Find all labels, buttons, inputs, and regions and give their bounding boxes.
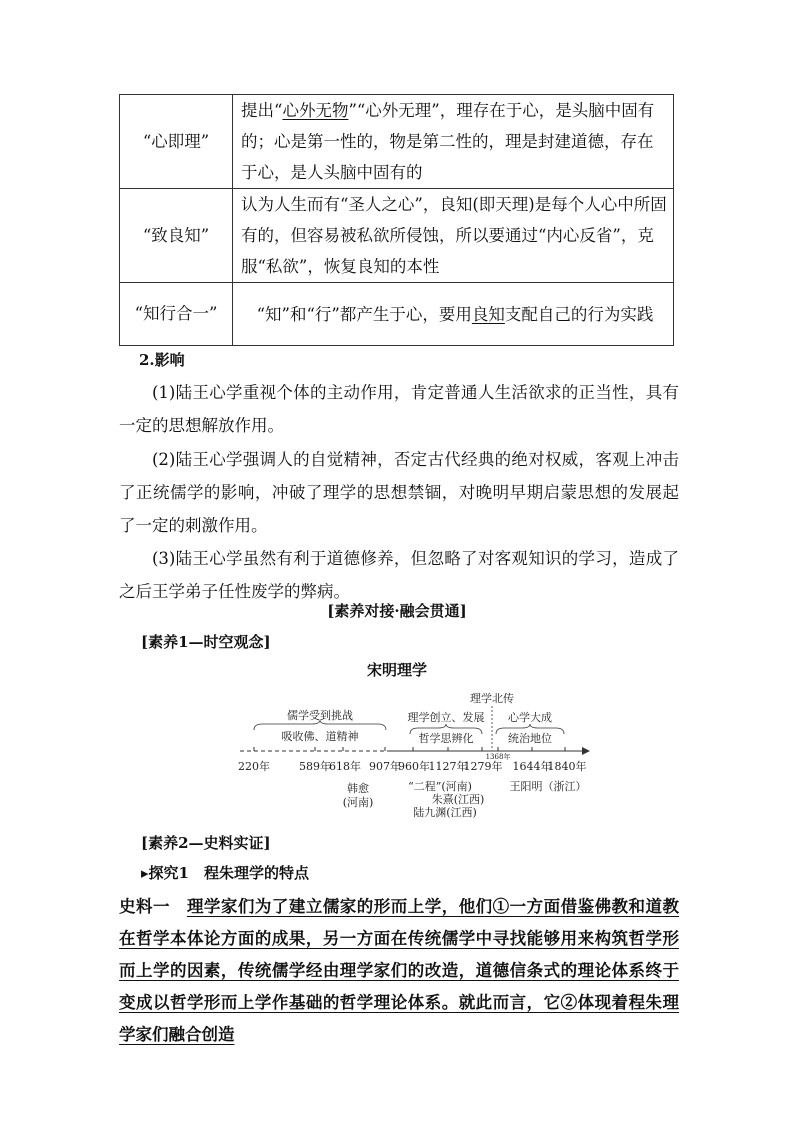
inquiry-heading: ▸探究1 程朱理学的特点	[141, 864, 309, 882]
timeline-arrow	[582, 747, 590, 755]
timeline-ticks	[254, 747, 565, 751]
wangyangming: 王阳明（浙江）	[509, 780, 587, 793]
challenge-brace	[254, 720, 386, 730]
year-label: 907年	[369, 760, 401, 773]
influence-paragraph-2: (2)陆王心学强调人的自觉精神，否定古代经典的绝对权威，客观上冲击了正统儒学的影响，冲破了理学的思想禁锢，对晚明早期启蒙思想的发展起了一定的刺激作用。	[119, 450, 679, 535]
term-cell: “知行合一”	[120, 283, 233, 346]
influence-heading: 2.影响	[139, 351, 185, 369]
year-label: 618年	[329, 760, 361, 773]
year-label: 1644年	[512, 760, 552, 773]
label-absorb: 吸收佛、道精神	[281, 730, 359, 743]
timeline-title: 宋明理学	[366, 661, 427, 679]
year-1368: 1368年	[485, 753, 511, 761]
source-text: 理学家们为了建立儒家的形而上学，他们①一方面借鉴佛教和道教在哲学本体论方面的成果，另一方面在传统儒学中寻找能够用来构筑哲学形而上学的因素，传统儒学经由理学家们的改造，道德信条式的理论体系终于变成以哲学形而上学作基础的哲学理论体系。就此而言，它②体现着程朱理学家们融合创造	[119, 897, 679, 1044]
year-label: 1127年	[428, 760, 468, 773]
han-yu: 韩愈	[347, 782, 369, 795]
concept-table	[119, 94, 674, 346]
term-cell: “致良知”	[120, 189, 233, 283]
year-label: 1840年	[547, 760, 587, 773]
description-cell: 提出“心外无物”“心外无理”，理存在于心，是头脑中固有的；心是第一性的，物是第二性的，理是封建道德，存在于心，是人头脑中固有的	[233, 95, 674, 189]
literacy-1-heading: [素养1—时空观念]	[141, 633, 271, 651]
source-paragraph	[119, 891, 679, 1051]
description-cell: 认为人生而有“圣人之心”，良知(即天理)是每个人心中所固有的，但容易被私欲所侵蚀，所以要通过“内心反省”，克服“私欲”，恢复良知的本性	[233, 189, 674, 283]
zhuxi: 朱熹(江西)	[431, 793, 485, 806]
lujiuyuan: 陆九渊(江西)	[413, 806, 477, 819]
table-row	[120, 95, 674, 189]
year-label: 960年	[398, 760, 430, 773]
table-row	[120, 189, 674, 283]
label-debate: 哲学思辨化	[418, 732, 474, 745]
influence-paragraph-1: (1)陆王心学重视个体的主动作用，肯定普通人生活欲求的正当性，具有一定的思想解放作用。	[119, 383, 679, 435]
year-label: 220年	[238, 760, 270, 773]
table-row	[120, 283, 674, 346]
literacy-2-heading: [素养2—史料实证]	[141, 834, 271, 852]
year-label: 1279年	[463, 760, 503, 773]
label-north: 理学北传	[470, 692, 514, 705]
term-cell: “心即理”	[120, 95, 233, 189]
timeline-diagram	[230, 688, 600, 823]
source-label: 史料一	[119, 897, 170, 916]
label-xinxue: 心学大成	[508, 711, 552, 724]
influence-paragraph-3: (3)陆王心学虽然有利于道德修养，但忽略了对客观知识的学习，造成了之后王学弟子任性废学的弊病。	[119, 549, 679, 601]
label-challenge: 儒学受到挑战	[287, 709, 353, 722]
description-cell: “知”和“行”都产生于心，要用良知支配自己的行为实践	[233, 283, 674, 346]
label-rule: 统治地位	[508, 732, 552, 745]
ercheng: “二程”(河南)	[408, 780, 472, 793]
year-label: 589年	[299, 760, 331, 773]
label-found: 理学创立、发展	[407, 711, 485, 724]
han-yu-place: (河南)	[342, 796, 374, 809]
section-heading: [素养对接·融会贯通]	[327, 602, 467, 620]
